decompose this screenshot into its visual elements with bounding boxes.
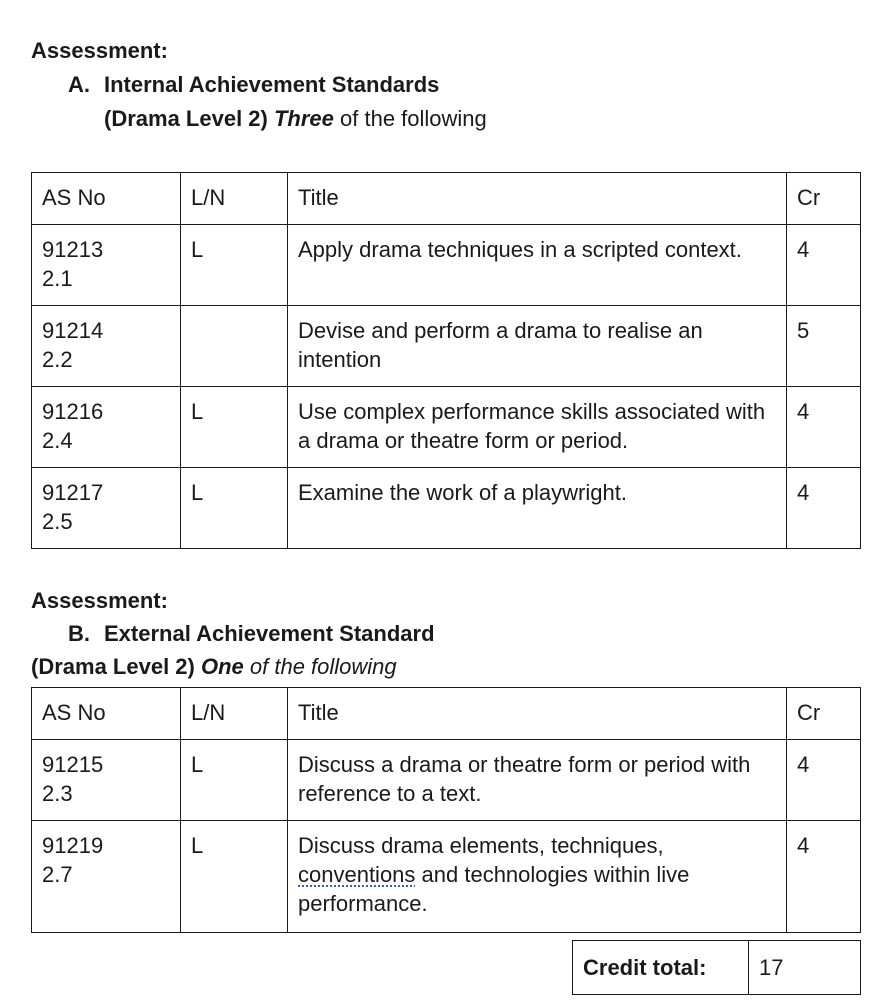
table-row [32, 468, 861, 549]
title-cell: Use complex performance skills associated with a drama or theatre form or period. [288, 387, 787, 468]
credit-total-value: 17 [749, 941, 861, 995]
credit-cell: 4 [787, 740, 861, 821]
as-level: 2.4 [42, 428, 73, 453]
header-ln: L/N [181, 688, 288, 740]
section-a-instruction [104, 108, 487, 130]
section-a-heading [68, 74, 439, 96]
title-cell: Devise and perform a drama to realise an intention [288, 306, 787, 387]
external-standards-table [31, 687, 861, 933]
ln-cell: L [181, 225, 288, 306]
credit-cell: 4 [787, 225, 861, 306]
section-b-instruction [31, 656, 397, 678]
as-no-cell [32, 225, 181, 306]
section-b-count-word: One [200, 654, 244, 679]
section-a-level-label: (Drama Level 2) [104, 106, 268, 131]
as-level: 2.7 [42, 862, 73, 887]
ln-cell: L [181, 740, 288, 821]
title-text-after: and technologies within live performance. [298, 862, 690, 916]
section-a-count-word: Three [273, 106, 334, 131]
header-ln: L/N [181, 173, 288, 225]
section-b-heading [68, 623, 435, 645]
title-cell: Examine the work of a playwright. [288, 468, 787, 549]
table-row [32, 387, 861, 468]
as-level: 2.2 [42, 347, 73, 372]
section-b-assessment-label: Assessment: [31, 588, 168, 613]
section-a-count-rest: of the following [333, 106, 487, 131]
as-number: 91215 [42, 752, 104, 777]
as-number: 91217 [42, 480, 104, 505]
table-row [32, 740, 861, 821]
header-cr: Cr [787, 173, 861, 225]
section-a-assessment-label: Assessment: [31, 38, 168, 63]
internal-standards-table [31, 172, 861, 549]
ln-cell: L [181, 387, 288, 468]
as-no-cell [32, 306, 181, 387]
header-as-no: AS No [32, 688, 181, 740]
title-cell [288, 821, 787, 933]
table-header-row [32, 688, 861, 740]
as-number: 91219 [42, 833, 104, 858]
title-text-before: Discuss drama elements, techniques, [298, 833, 664, 858]
section-a-letter: A. [68, 72, 90, 97]
header-as-no: AS No [32, 173, 181, 225]
as-no-cell [32, 387, 181, 468]
title-cell: Discuss a drama or theatre form or period with reference to a text. [288, 740, 787, 821]
table-header-row [32, 173, 861, 225]
table-row [32, 225, 861, 306]
as-number: 91213 [42, 237, 104, 262]
header-title: Title [288, 173, 787, 225]
section-b-letter: B. [68, 621, 90, 646]
credit-cell: 4 [787, 468, 861, 549]
as-no-cell [32, 740, 181, 821]
section-a-title: Internal Achievement Standards [104, 72, 440, 97]
as-level: 2.5 [42, 509, 73, 534]
credit-total-table [572, 940, 861, 995]
table-row [32, 821, 861, 933]
ln-cell: L [181, 821, 288, 933]
header-cr: Cr [787, 688, 861, 740]
section-b-level-label: (Drama Level 2) [31, 654, 195, 679]
credit-cell: 4 [787, 821, 861, 933]
as-level: 2.3 [42, 781, 73, 806]
ln-cell [181, 306, 288, 387]
title-cell: Apply drama techniques in a scripted context. [288, 225, 787, 306]
credit-total-label: Credit total: [573, 941, 749, 995]
ln-cell: L [181, 468, 288, 549]
spellcheck-flagged-word[interactable]: conventions [298, 862, 416, 887]
credit-cell: 5 [787, 306, 861, 387]
as-no-cell [32, 468, 181, 549]
as-no-cell [32, 821, 181, 933]
section-b-title: External Achievement Standard [104, 621, 435, 646]
credit-cell: 4 [787, 387, 861, 468]
table-row [32, 306, 861, 387]
as-level: 2.1 [42, 266, 73, 291]
as-number: 91216 [42, 399, 104, 424]
as-number: 91214 [42, 318, 104, 343]
header-title: Title [288, 688, 787, 740]
section-b-count-rest: of the following [243, 654, 397, 679]
